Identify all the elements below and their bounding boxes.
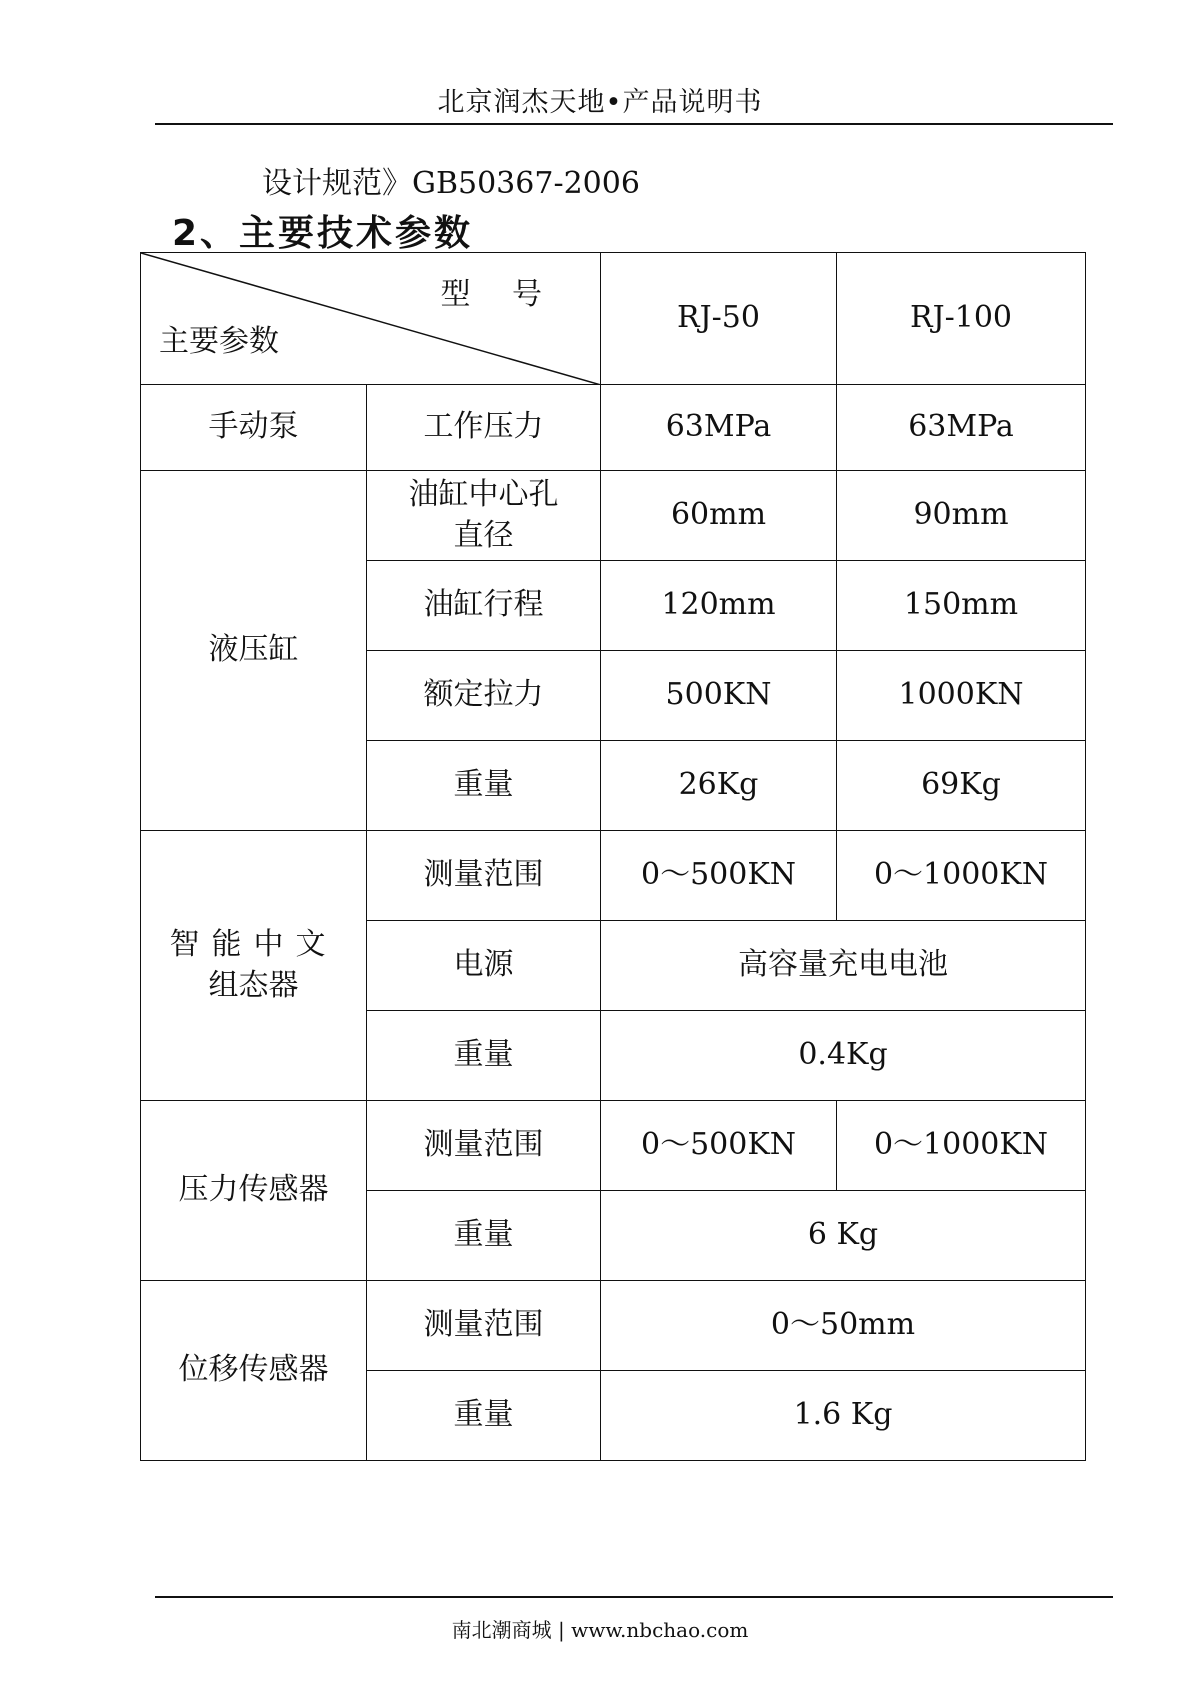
value-cell: 500KN: [601, 651, 837, 741]
table-header-row: [141, 253, 1086, 385]
param-cell: 重量: [367, 741, 601, 831]
group-label-cylinder: 液压缸: [141, 471, 367, 831]
footer-text: 南北潮商城 | www.nbchao.com: [451, 1618, 749, 1642]
diagonal-line: [141, 253, 601, 385]
value-cell: 1000KN: [837, 651, 1086, 741]
value-cell: 0～500KN: [601, 1101, 837, 1191]
param-cell: 重量: [367, 1191, 601, 1281]
param-cell: 油缸行程: [367, 561, 601, 651]
param-cell: 重量: [367, 1371, 601, 1461]
spec-table: [140, 252, 1086, 1461]
value-cell: 0～500KN: [601, 831, 837, 921]
merged-value-cell: 1.6 Kg: [601, 1371, 1086, 1461]
value-cell: 120mm: [601, 561, 837, 651]
continuation-text: 设计规范》GB50367-2006: [262, 166, 640, 201]
table-row: [141, 471, 1086, 561]
model-a-header: RJ-50: [601, 253, 837, 385]
group-label-line: 组态器: [208, 967, 299, 1003]
footer-rule: [155, 1596, 1113, 1598]
merged-value-cell: 高容量充电电池: [601, 921, 1086, 1011]
param-cell: 额定拉力: [367, 651, 601, 741]
param-line: 油缸中心孔: [408, 477, 559, 512]
param-cell: 测量范围: [367, 831, 601, 921]
param-cell: 重量: [367, 1011, 601, 1101]
corner-header-cell: [141, 253, 601, 385]
value-cell: 69Kg: [837, 741, 1086, 831]
group-label-pressure-sensor: 压力传感器: [141, 1101, 367, 1281]
table-row: [141, 1101, 1086, 1191]
value-cell: 26Kg: [601, 741, 837, 831]
value-cell: 0～1000KN: [837, 831, 1086, 921]
header-title: 北京润杰天地•产品说明书: [437, 87, 763, 118]
value-cell: 60mm: [601, 471, 837, 561]
param-cell: 测量范围: [367, 1101, 601, 1191]
group-label-controller: [141, 831, 367, 1101]
value-cell: 90mm: [837, 471, 1086, 561]
value-cell: 63MPa: [837, 385, 1086, 471]
corner-param-label: 主要参数: [159, 323, 279, 359]
param-line: 直径: [453, 517, 514, 553]
merged-value-cell: 0.4Kg: [601, 1011, 1086, 1101]
group-label-line: 智能中文: [169, 927, 338, 962]
merged-value-cell: 6 Kg: [601, 1191, 1086, 1281]
param-cell: [367, 471, 601, 561]
table-row: [141, 385, 1086, 471]
corner-model-label: 型 号: [440, 277, 558, 312]
value-cell: 150mm: [837, 561, 1086, 651]
header-rule: [155, 123, 1113, 125]
param-cell: 工作压力: [367, 385, 601, 471]
merged-value-cell: 0～50mm: [601, 1281, 1086, 1371]
section-title: 2、主要技术参数: [172, 213, 474, 254]
value-cell: 63MPa: [601, 385, 837, 471]
param-cell: 测量范围: [367, 1281, 601, 1371]
value-cell: 0～1000KN: [837, 1101, 1086, 1191]
model-b-header: RJ-100: [837, 253, 1086, 385]
param-cell: 电源: [367, 921, 601, 1011]
group-label-displacement-sensor: 位移传感器: [141, 1281, 367, 1461]
table-row: [141, 831, 1086, 921]
group-label-pump: 手动泵: [141, 385, 367, 471]
table-row: [141, 1281, 1086, 1371]
